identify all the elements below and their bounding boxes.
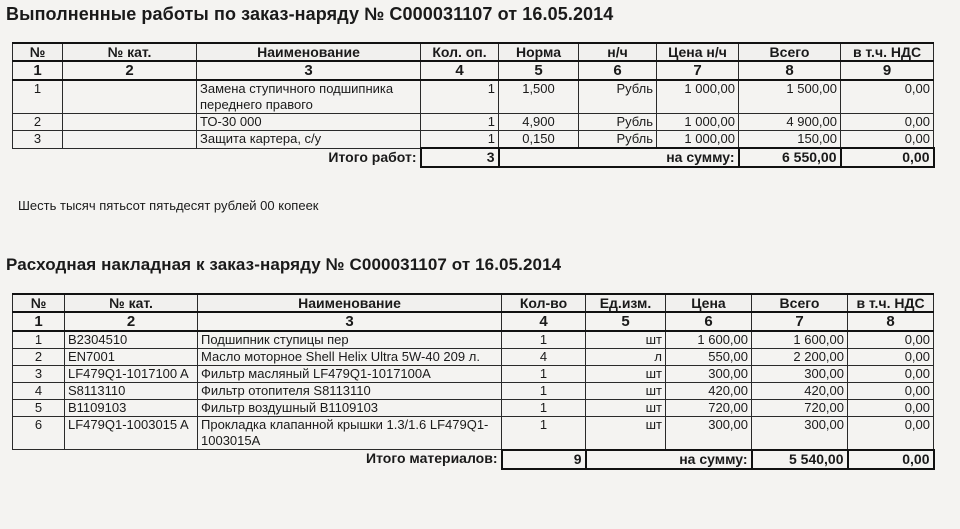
- materials-cell-unit: шт: [586, 331, 666, 349]
- materials-cell-name: Фильтр воздушный B1109103: [198, 400, 502, 417]
- works-total-qty: 3: [421, 148, 499, 167]
- materials-cell-n: 6: [13, 417, 65, 450]
- works-cell-vat: 0,00: [841, 114, 934, 131]
- materials-column-number: 1: [13, 312, 65, 331]
- materials-header-cell: Всего: [752, 294, 848, 312]
- works-cell-unit: Рубль: [579, 80, 657, 114]
- materials-total-qty: 9: [502, 450, 586, 469]
- works-cell-cat: [63, 80, 197, 114]
- materials-cell-total: 300,00: [752, 417, 848, 450]
- works-column-number: 1: [13, 61, 63, 80]
- materials-cell-cat: EN7001: [65, 349, 198, 366]
- materials-header-cell: Кол-во: [502, 294, 586, 312]
- materials-cell-unit: л: [586, 349, 666, 366]
- materials-cell-vat: 0,00: [848, 366, 934, 383]
- works-table: [12, 42, 935, 168]
- works-header-cell: № кат.: [63, 43, 197, 61]
- works-cell-vat: 0,00: [841, 80, 934, 114]
- materials-cell-cat: LF479Q1-1003015 A: [65, 417, 198, 450]
- materials-cell-price: 550,00: [666, 349, 752, 366]
- works-cell-norm: 1,500: [499, 80, 579, 114]
- works-header-cell: н/ч: [579, 43, 657, 61]
- works-cell-total: 150,00: [739, 131, 841, 149]
- materials-total-vat: 0,00: [848, 450, 934, 469]
- materials-cell-unit: шт: [586, 383, 666, 400]
- works-column-number: 8: [739, 61, 841, 80]
- materials-cell-cat: B1109103: [65, 400, 198, 417]
- materials-cell-qty: 4: [502, 349, 586, 366]
- table-row: [13, 383, 934, 400]
- materials-header-cell: в т.ч. НДС: [848, 294, 934, 312]
- works-total-vat: 0,00: [841, 148, 934, 167]
- materials-title: Расходная накладная к заказ-наряду № С000031107 от 16.05.2014: [6, 255, 562, 274]
- materials-column-number: 8: [848, 312, 934, 331]
- materials-column-number: 3: [198, 312, 502, 331]
- materials-cell-vat: 0,00: [848, 349, 934, 366]
- works-column-numbers-row: [13, 61, 934, 80]
- works-column-number: 3: [197, 61, 421, 80]
- table-row: [13, 131, 934, 149]
- works-cell-norm: 4,900: [499, 114, 579, 131]
- materials-cell-qty: 1: [502, 331, 586, 349]
- works-header-cell: №: [13, 43, 63, 61]
- materials-cell-vat: 0,00: [848, 383, 934, 400]
- materials-cell-cat: B2304510: [65, 331, 198, 349]
- works-header-cell: Всего: [739, 43, 841, 61]
- materials-cell-total: 2 200,00: [752, 349, 848, 366]
- materials-cell-n: 5: [13, 400, 65, 417]
- works-column-number: 7: [657, 61, 739, 80]
- materials-column-number: 7: [752, 312, 848, 331]
- materials-cell-price: 420,00: [666, 383, 752, 400]
- works-cell-cat: [63, 131, 197, 149]
- materials-column-numbers-row: [13, 312, 934, 331]
- works-cell-name: ТО-30 000: [197, 114, 421, 131]
- materials-cell-vat: 0,00: [848, 400, 934, 417]
- works-cell-qty: 1: [421, 80, 499, 114]
- materials-cell-unit: шт: [586, 417, 666, 450]
- materials-cell-n: 1: [13, 331, 65, 349]
- materials-cell-total: 720,00: [752, 400, 848, 417]
- materials-sum-label: на сумму:: [586, 450, 752, 469]
- materials-cell-total: 1 600,00: [752, 331, 848, 349]
- materials-total-sum: 5 540,00: [752, 450, 848, 469]
- table-row: [13, 114, 934, 131]
- materials-cell-name: Масло моторное Shell Helix Ultra 5W-40 209 л.: [198, 349, 502, 366]
- table-row: [13, 80, 934, 114]
- materials-cell-total: 420,00: [752, 383, 848, 400]
- works-cell-n: 3: [13, 131, 63, 149]
- materials-column-number: 4: [502, 312, 586, 331]
- works-cell-price: 1 000,00: [657, 80, 739, 114]
- materials-header-cell: Наименование: [198, 294, 502, 312]
- table-row: [13, 366, 934, 383]
- works-cell-unit: Рубль: [579, 114, 657, 131]
- materials-cell-n: 2: [13, 349, 65, 366]
- materials-cell-name: Фильтр отопителя S8113110: [198, 383, 502, 400]
- materials-header-cell: Цена: [666, 294, 752, 312]
- materials-column-number: 5: [586, 312, 666, 331]
- works-cell-name: Замена ступичного подшипника переднего правого: [197, 80, 421, 114]
- works-cell-n: 1: [13, 80, 63, 114]
- materials-cell-name: Подшипник ступицы пер: [198, 331, 502, 349]
- works-column-number: 9: [841, 61, 934, 80]
- table-row: [13, 417, 934, 450]
- works-header-cell: Кол. оп.: [421, 43, 499, 61]
- works-total-row: [13, 148, 934, 167]
- works-cell-price: 1 000,00: [657, 114, 739, 131]
- works-cell-name: Защита картера, с/у: [197, 131, 421, 149]
- works-cell-total: 1 500,00: [739, 80, 841, 114]
- materials-cell-price: 1 600,00: [666, 331, 752, 349]
- works-column-number: 4: [421, 61, 499, 80]
- works-cell-cat: [63, 114, 197, 131]
- materials-cell-vat: 0,00: [848, 417, 934, 450]
- materials-cell-vat: 0,00: [848, 331, 934, 349]
- materials-cell-qty: 1: [502, 417, 586, 450]
- materials-header-cell: Ед.изм.: [586, 294, 666, 312]
- materials-cell-price: 300,00: [666, 366, 752, 383]
- materials-cell-qty: 1: [502, 383, 586, 400]
- materials-total-label: Итого материалов:: [366, 450, 498, 466]
- works-header-cell: Цена н/ч: [657, 43, 739, 61]
- materials-cell-qty: 1: [502, 400, 586, 417]
- works-cell-qty: 1: [421, 114, 499, 131]
- works-cell-vat: 0,00: [841, 131, 934, 149]
- amount-in-words: Шесть тысяч пятьсот пятьдесят рублей 00 копеек: [18, 198, 319, 213]
- materials-cell-price: 300,00: [666, 417, 752, 450]
- works-column-number: 6: [579, 61, 657, 80]
- materials-header-row: [13, 294, 934, 312]
- table-row: [13, 349, 934, 366]
- works-sum-label: на сумму:: [499, 148, 739, 167]
- works-header-cell: в т.ч. НДС: [841, 43, 934, 61]
- materials-cell-n: 3: [13, 366, 65, 383]
- materials-header-cell: № кат.: [65, 294, 198, 312]
- works-cell-qty: 1: [421, 131, 499, 149]
- materials-cell-name: Фильтр масляный LF479Q1-1017100А: [198, 366, 502, 383]
- works-cell-norm: 0,150: [499, 131, 579, 149]
- materials-cell-name: Прокладка клапанной крышки 1.3/1.6 LF479Q1-1003015А: [198, 417, 502, 450]
- materials-table: [12, 293, 935, 470]
- materials-header-cell: №: [13, 294, 65, 312]
- works-total-sum: 6 550,00: [739, 148, 841, 167]
- works-cell-total: 4 900,00: [739, 114, 841, 131]
- materials-cell-unit: шт: [586, 366, 666, 383]
- works-cell-unit: Рубль: [579, 131, 657, 149]
- works-column-number: 2: [63, 61, 197, 80]
- materials-cell-unit: шт: [586, 400, 666, 417]
- table-row: [13, 331, 934, 349]
- materials-column-number: 6: [666, 312, 752, 331]
- works-cell-n: 2: [13, 114, 63, 131]
- materials-cell-total: 300,00: [752, 366, 848, 383]
- works-column-number: 5: [499, 61, 579, 80]
- materials-cell-cat: S8113110: [65, 383, 198, 400]
- works-header-cell: Норма: [499, 43, 579, 61]
- works-cell-price: 1 000,00: [657, 131, 739, 149]
- materials-cell-n: 4: [13, 383, 65, 400]
- works-title: Выполненные работы по заказ-наряду № С000031107 от 16.05.2014: [6, 4, 614, 24]
- materials-cell-price: 720,00: [666, 400, 752, 417]
- works-header-cell: Наименование: [197, 43, 421, 61]
- materials-column-number: 2: [65, 312, 198, 331]
- materials-cell-cat: LF479Q1-1017100 A: [65, 366, 198, 383]
- table-row: [13, 400, 934, 417]
- materials-total-row: [13, 450, 934, 469]
- works-header-row: [13, 43, 934, 61]
- works-total-label: Итого работ:: [328, 148, 417, 165]
- materials-cell-qty: 1: [502, 366, 586, 383]
